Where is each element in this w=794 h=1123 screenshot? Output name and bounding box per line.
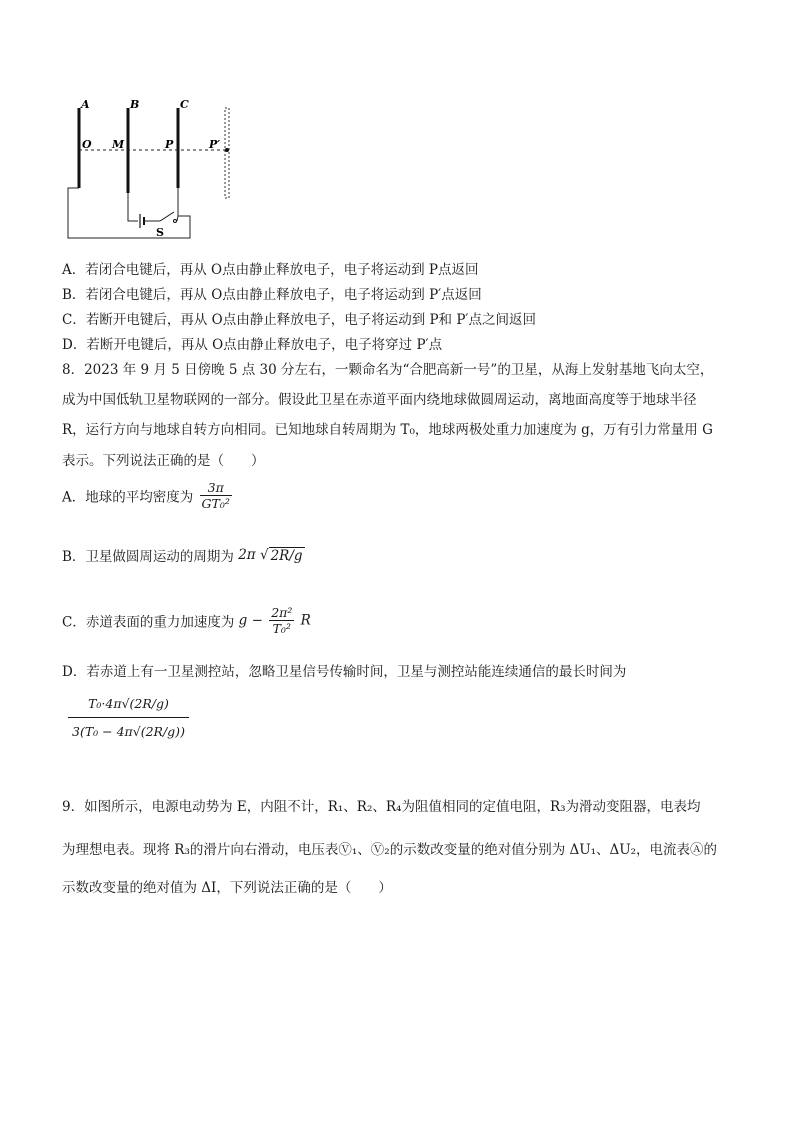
point-p-prime-dot: [225, 148, 229, 152]
q8-option-c-r: R: [300, 612, 311, 629]
label-plate-c: C: [180, 98, 189, 111]
q8-option-a: [62, 480, 234, 511]
label-plate-b: B: [130, 98, 140, 111]
label-point-m: M: [112, 138, 125, 151]
q7-option-d: D．若断开电键后，再从 O点由静止释放电子，电子将穿过 P′点: [62, 337, 443, 353]
q8-stem-line2: 成为中国低轨卫星物联网的一部分。假设此卫星在赤道平面内绕地球做圆周运动，离地面高度等于地球半径: [62, 392, 697, 408]
q9-stem-line1: 9．如图所示，电源电动势为 E，内阻不计，R₁、R₂、R₄为阻值相同的定值电阻，R₃为滑动变阻器，电表均: [62, 799, 701, 815]
q8-stem-line4: 表示。下列说法正确的是（ ）: [62, 453, 265, 469]
screen-p-prime: [225, 108, 229, 198]
switch-contact: [174, 220, 177, 223]
q8-option-a-den: GT₀²: [201, 496, 230, 511]
q8-option-a-fraction: [200, 480, 232, 511]
label-point-o: O: [82, 138, 92, 151]
q8-option-d-fraction: [66, 690, 191, 745]
q8-stem-line3: R，运行方向与地球自转方向相同。已知地球自转周期为 T₀，地球两极处重力加速度为 g，万有引力常量用 G: [62, 422, 713, 438]
q9-stem-line3: 示数改变量的绝对值为 ΔI，下列说法正确的是（ ）: [62, 880, 392, 896]
q8-option-c-g: g −: [238, 612, 263, 629]
wire-b-battery: [128, 193, 138, 221]
q8-option-d-text: D．若赤道上有一卫星测控站，忽略卫星信号传输时间，卫星与测控站能连续通信的最长时间为: [62, 664, 627, 680]
q8-option-c-fraction: [269, 605, 294, 636]
q7-option-a: A．若闭合电键后，再从 O点由静止释放电子，电子将运动到 P点返回: [62, 262, 479, 278]
q8-option-d-num: T₀·4π√(2R/g): [68, 690, 189, 718]
q8-option-b-text: B．卫星做圆周运动的周期为: [62, 549, 234, 565]
q8-stem-line1: 8．2023 年 9 月 5 日傍晚 5 点 30 分左右，一颗命名为“合肥高新一号”的卫星，从海上发射基地飞向太空，: [62, 362, 714, 378]
label-plate-a: A: [81, 98, 90, 111]
q8-option-b: B．卫星做圆周运动的周期为 2π √ 2R/g: [62, 547, 303, 565]
q8-option-b-expr: 2π: [238, 547, 256, 563]
q8-option-c-text: C．赤道表面的重力加速度为: [62, 614, 235, 631]
q8-option-d-frac: [68, 690, 189, 745]
q8-option-a-num: 3π: [200, 480, 232, 496]
q8-option-c-den: T₀²: [272, 621, 291, 636]
label-point-p: P: [165, 138, 174, 151]
q8-option-b-radicand: 2R/g: [270, 547, 303, 564]
q8-option-d-den: 3(T₀ − 4π√(2R/g)): [72, 724, 185, 739]
q7-option-b: B．若闭合电键后，再从 O点由静止释放电子，电子将运动到 P′点返回: [62, 287, 482, 303]
q8-option-a-text: A．地球的平均密度为: [62, 489, 194, 506]
q8-option-c-num: 2π²: [271, 605, 293, 620]
wire-switch-c: [177, 216, 178, 221]
switch-lever: [160, 212, 174, 221]
plates-circuit-figure: [60, 98, 240, 243]
label-switch: S: [156, 226, 164, 239]
q9-stem-line2: 为理想电表。现将 R₃的滑片向右滑动，电压表Ⓥ₁、Ⓥ₂的示数改变量的绝对值分别为 ΔU₁、ΔU₂，电流表Ⓐ的: [62, 842, 718, 858]
label-point-p-prime: P′: [209, 138, 221, 151]
q7-option-c: C．若断开电键后，再从 O点由静止释放电子，电子将运动到 P和 P′点之间返回: [62, 312, 537, 328]
q8-option-c: [62, 605, 311, 636]
